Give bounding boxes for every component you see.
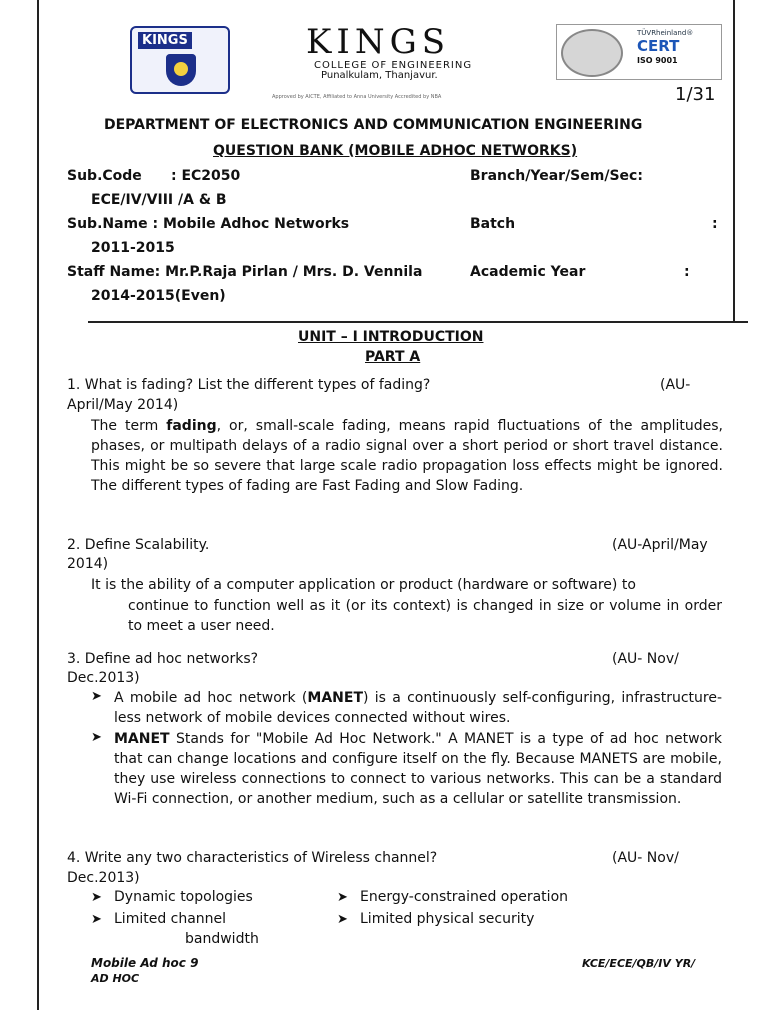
question-1: 1. What is fading? List the different types of fading?: [67, 377, 431, 393]
unit-title: UNIT – I INTRODUCTION: [298, 329, 484, 345]
academic-year-colon: :: [684, 264, 690, 280]
question-2-ref-cont: 2014): [67, 556, 109, 572]
characteristic-item: Energy-constrained operation: [360, 889, 569, 905]
arrow-bullet-icon: ➤: [91, 912, 102, 927]
answer-2-line-1: It is the ability of a computer application or product (hardware or software) to: [91, 577, 636, 593]
bullet-1-bold: MANET: [307, 690, 363, 706]
batch-label: Batch: [470, 216, 516, 232]
answer-1-bold: fading: [166, 418, 217, 434]
footer-left-1: Mobile Ad hoc 9: [91, 956, 199, 970]
branch-label: Branch/Year/Sem/Sec:: [470, 168, 643, 184]
staff-name: Staff Name: Mr.P.Raja Pirlan / Mrs. D. Vennila: [67, 264, 423, 280]
characteristic-item: Dynamic topologies: [114, 889, 253, 905]
department-title: DEPARTMENT OF ELECTRONICS AND COMMUNICATION ENGINEERING: [104, 117, 643, 133]
answer-1: [91, 416, 723, 496]
college-brand: KINGS: [306, 22, 451, 62]
answer-3-bullet-2: [114, 729, 722, 809]
answer-1-text-a: The term: [91, 418, 167, 434]
question-1-ref-cont: April/May 2014): [67, 397, 179, 413]
academic-year-value: 2014-2015(Even): [91, 288, 226, 304]
branch-value: ECE/IV/VIII /A & B: [91, 192, 227, 208]
section-divider: [88, 321, 748, 323]
academic-year-label: Academic Year: [470, 264, 586, 280]
question-bank-title: QUESTION BANK (MOBILE ADHOC NETWORKS): [213, 143, 578, 159]
emblem-icon: [166, 54, 196, 86]
approval-note: Approved by AICTE, Affiliated to Anna University Accredited by NBA: [272, 94, 442, 100]
cert-word: CERT: [637, 37, 680, 55]
page-number: 1/31: [675, 84, 716, 105]
question-2: 2. Define Scalability.: [67, 537, 210, 553]
answer-1-text-b: , or, small-scale fading, means rapid fluctuations of the amplitudes, phases, or multipath delays of a radio signal over a short period or short travel distance. This might be so severe that large scale radio propagation loss effects might be ignored. The different types of fading are Fast Fading and Slow Fading.: [91, 418, 723, 494]
arrow-bullet-icon: ➤: [337, 890, 348, 905]
bullet-2-bold: MANET: [114, 731, 170, 747]
page-border-right: [733, 0, 735, 322]
question-1-ref: (AU-: [660, 377, 691, 393]
sub-code-label: Sub.Code: [67, 168, 142, 184]
question-4: 4. Write any two characteristics of Wireless channel?: [67, 850, 438, 866]
answer-3-bullet-1: [114, 688, 722, 728]
bullet-1-text-b: ) is a continuously self-configuring, infrastructure-less network of mobile devices connected without wires.: [114, 690, 722, 726]
logo-text: KINGS: [138, 32, 192, 49]
cert-tuv: TÜVRheinland®: [637, 29, 694, 37]
tuv-seal-icon: [561, 29, 623, 77]
question-3-ref-cont: Dec.2013): [67, 670, 140, 686]
question-4-ref: (AU- Nov/: [612, 850, 679, 866]
batch-value: 2011-2015: [91, 240, 175, 256]
question-4-ref-cont: Dec.2013): [67, 870, 140, 886]
college-name: COLLEGE OF ENGINEERING: [314, 60, 473, 71]
characteristic-item-cont: bandwidth: [185, 931, 259, 947]
sub-name: Sub.Name : Mobile Adhoc Networks: [67, 216, 350, 232]
characteristic-item: Limited channel: [114, 911, 227, 927]
batch-colon: :: [712, 216, 718, 232]
bullet-2-text: Stands for "Mobile Ad Hoc Network." A MANET is a type of ad hoc network that can change locations and configure itself on the fly. Because MANETS are mobile, they use wireless connections to connect to various networks. This can be a standard Wi-Fi connection, or another medium, such as a cellular or satellite transmission.: [114, 731, 722, 807]
college-place: Punalkulam, Thanjavur.: [321, 70, 438, 81]
footer-right: KCE/ECE/QB/IV YR/: [582, 957, 696, 970]
college-logo: [130, 26, 230, 94]
sub-code-value: : EC2050: [171, 168, 241, 184]
arrow-bullet-icon: ➤: [91, 689, 102, 704]
part-title: PART A: [365, 349, 421, 365]
footer-left-2: AD HOC: [91, 972, 140, 985]
characteristic-item: Limited physical security: [360, 911, 535, 927]
answer-2-rest: continue to function well as it (or its context) is changed in size or volume in order to meet a user need.: [128, 598, 722, 634]
certification-badge: [556, 24, 722, 80]
bullet-1-text-a: A mobile ad hoc network (: [114, 690, 308, 706]
question-3: 3. Define ad hoc networks?: [67, 651, 259, 667]
question-2-ref: (AU-April/May: [612, 537, 708, 553]
arrow-bullet-icon: ➤: [91, 730, 102, 745]
arrow-bullet-icon: ➤: [91, 890, 102, 905]
page-border-left: [37, 0, 39, 1010]
arrow-bullet-icon: ➤: [337, 912, 348, 927]
question-3-ref: (AU- Nov/: [612, 651, 679, 667]
cert-iso: ISO 9001: [637, 56, 678, 65]
